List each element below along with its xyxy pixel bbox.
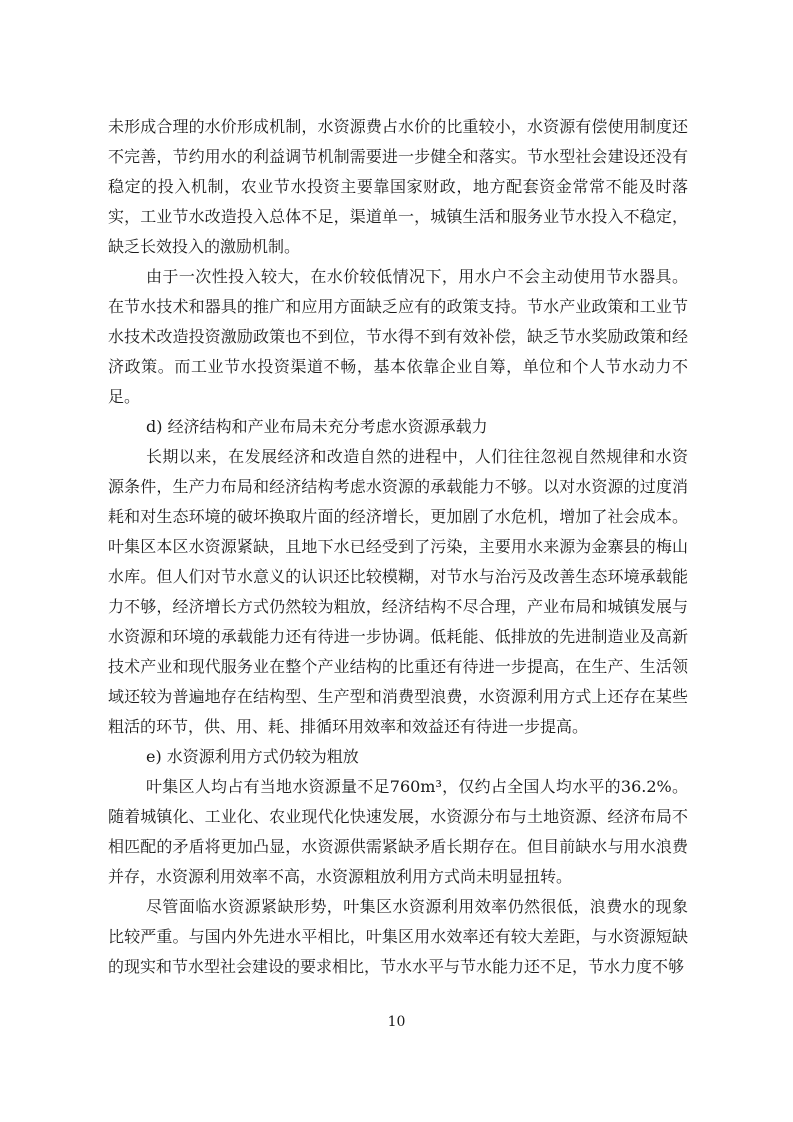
- body-paragraph-4: 叶集区人均占有当地水资源量不足760m³，仅约占全国人均水平的36.2%。随着城镇化、工业化、农业现代化快速发展，水资源分布与土地资源、经济布局不相匹配的矛盾将更加凸显，水资源供需紧缺矛盾长期存在。但目前缺水与用水浪费并存，水资源利用效率不高，水资源粗放利用方式尚未明显扭转。: [108, 777, 688, 886]
- body-paragraph-5: 尽管面临水资源紧缺形势，叶集区水资源利用效率仍然很低，浪费水的现象比较严重。与国内外先进水平相比，叶集区用水效率还有较大差距，与水资源短缺的现实和节水型社会建设的要求相比，节水水平与节水能力还不足，节水力度不够: [108, 897, 688, 976]
- body-paragraph-1: 未形成合理的水价形成机制，水资源费占水价的比重较小，水资源有偿使用制度还不完善，节约用水的利益调节机制需要进一步健全和落实。节水型社会建设还没有稳定的投入机制，农业节水投资主要靠国家财政，地方配套资金常常不能及时落实，工业节水改造投入总体不足，渠道单一，城镇生活和服务业节水投入不稳定，缺乏长效投入的激励机制。: [108, 117, 688, 256]
- body-paragraph-3: 长期以来，在发展经济和改造自然的进程中，人们往往忽视自然规律和水资源条件，生产力布局和经济结构考虑水资源的承载能力不够。以对水资源的过度消耗和对生态环境的破坏换取片面的经济增长，更加剧了水危机，增加了社会成本。叶集区本区水资源紧缺，且地下水已经受到了污染，主要用水来源为金寨县的梅山水库。但人们对节水意义的认识还比较模糊，对节水与治污及改善生态环境承载能力不够，经济增长方式仍然较为粗放，经济结构不尽合理，产业布局和城镇发展与水资源和环境的承载能力还有待进一步协调。低耗能、低排放的先进制造业及高新技术产业和现代服务业在整个产业结构的比重还有待进一步提高，在生产、生活领域还较为普遍地存在结构型、生产型和消费型浪费，水资源利用方式上还存在某些粗活的环节，供、用、耗、排循环用效率和效益还有待进一步提高。: [108, 447, 688, 736]
- page-content: [108, 112, 688, 982]
- page-number: 10: [387, 1014, 406, 1030]
- body-paragraph-2: 由于一次性投入较大，在水价较低情况下，用水户不会主动使用节水器具。在节水技术和器具的推广和应用方面缺乏应有的政策支持。节水产业政策和工业节水技术改造投资激励政策也不到位，节水得不到有效补偿，缺乏节水奖励政策和经济政策。而工业节水投资渠道不畅，基本依靠企业自筹，单位和个人节水动力不足。: [108, 267, 688, 406]
- section-heading-d: d) 经济结构和产业布局未充分考虑水资源承载力: [146, 417, 488, 436]
- section-heading-e: e) 水资源利用方式仍较为粗放: [146, 747, 359, 766]
